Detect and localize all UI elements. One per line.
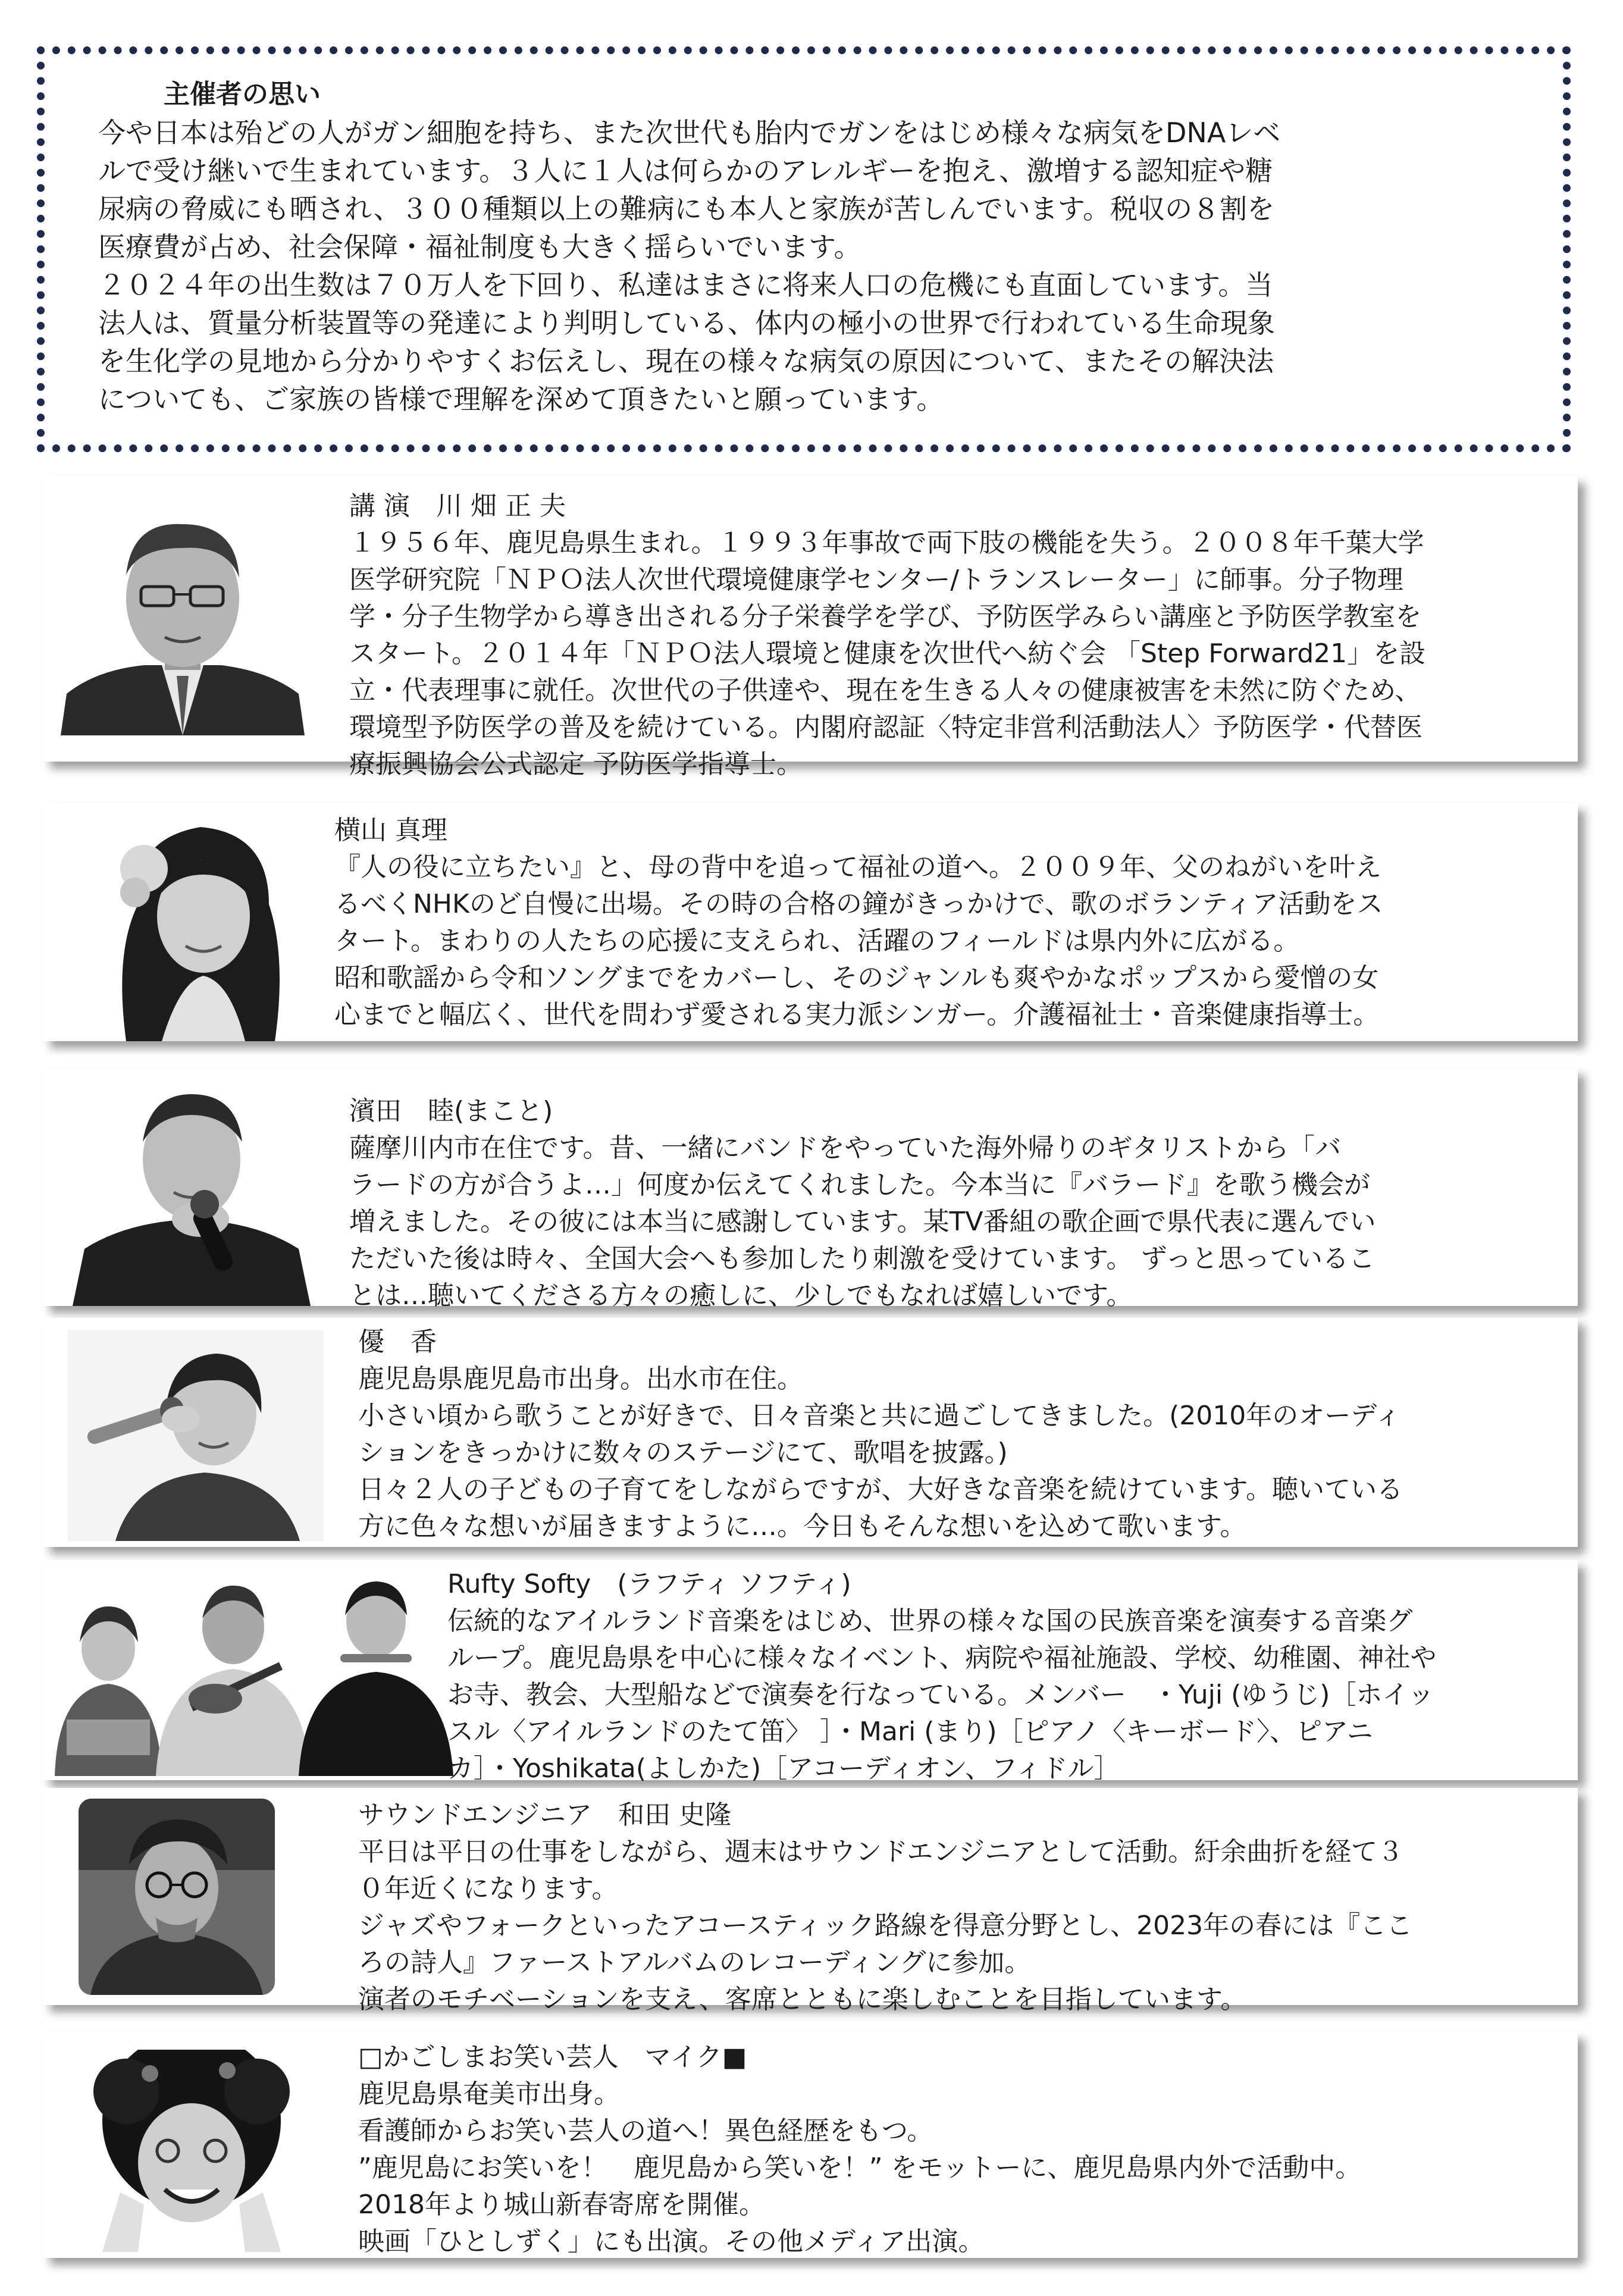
bio-line: ０年近くになります。 <box>358 1874 618 1904</box>
portrait-man-microphone-icon <box>73 1070 311 1306</box>
bio-line: 薩摩川内市在住です。昔、一緒にバンドをやっていた海外帰りのギタリストから「バ <box>349 1133 1342 1163</box>
profile-bio <box>334 812 1383 1033</box>
intro-line: 法人は、質量分析装置等の発達により判明している、体内の極小の世界で行われている生命現象 <box>98 307 1275 339</box>
bio-line: ジャズやフォークといったアコースティック路線を得意分野とし、2023年の春には『ここ <box>358 1910 1413 1941</box>
profile-name: 優 香 <box>358 1327 437 1357</box>
intro-line: を生化学の見地から分かりやすくお伝えし、現在の様々な病気の原因について、またその解決法 <box>98 345 1274 377</box>
intro-line: ２０２４年の出生数は７０万人を下回り、私達はまさに将来人口の危機にも直面しています。当 <box>98 269 1273 301</box>
profile-bio <box>349 488 1425 783</box>
singer-photo <box>73 1070 311 1306</box>
bio-line: 小さい頃から歌うことが好きで、日々音楽と共に過ごしてきました。(2010年のオーディ <box>358 1401 1401 1431</box>
portrait-woman-microphone-icon <box>68 1330 324 1541</box>
intro-line: についても、ご家族の皆様で理解を深めて頂きたいと願っています。 <box>98 383 944 415</box>
portrait-woman-curly-hair-icon <box>90 803 311 1041</box>
bio-line: １９５６年、鹿児島県生まれ。１９９３年事故で両下肢の機能を失う。２００８年千葉大学 <box>349 528 1424 558</box>
bio-line: 看護師からお笑い芸人の道へ！異色経歴をもつ。 <box>358 2116 933 2146</box>
bio-line: 2018年より城山新春寄席を開催。 <box>358 2189 765 2220</box>
bio-line: 方に色々な想いが届きますように…。今日もそんな想いを込めて歌います。 <box>358 1511 1246 1542</box>
organizer-message-title: 主催者の思い <box>164 79 321 109</box>
bio-line: 医学研究院「ＮＰＯ法人次世代環境健康学センター/トランスレーター」に師事。分子物理 <box>349 565 1403 595</box>
intro-line: ルで受け継いで生まれています。３人に１人は何らかのアレルギーを抱え、激増する認知症や糖 <box>98 155 1273 187</box>
comedian-photo <box>79 2050 305 2252</box>
intro-line: 今や日本は殆どの人がガン細胞を持ち、また次世代も胎内でガンをはじめ様々な病気をDNAレベ <box>98 117 1281 149</box>
profile-name: 横山 真理 <box>334 815 447 845</box>
profile-card-mike <box>43 2032 1578 2258</box>
engineer-photo <box>79 1799 275 1995</box>
bio-line: 演者のモチベーションを支え、客席とともに楽しむことを目指しています。 <box>358 1984 1247 2015</box>
bio-line: るべくNHKのど自慢に出場。その時の合格の鐘がきっかけで、歌のボランティア活動をス <box>334 889 1383 919</box>
bio-line: 心までと幅広く、世代を問わず愛される実力派シンガー。介護福祉士・音楽健康指導士。 <box>334 1000 1380 1030</box>
bio-line: 立・代表理事に就任。次世代の子供達や、現在を生きる人々の健康被害を未然に防ぐため、 <box>349 675 1421 706</box>
speaker-photo <box>61 497 305 735</box>
band-photo <box>43 1571 459 1776</box>
bio-line: とは…聴いてくださる方々の癒しに、少しでもなれば嬉しいです。 <box>349 1280 1133 1311</box>
profile-name: 講 演 川 畑 正 夫 <box>349 491 566 521</box>
bio-line: ”鹿児島にお笑いを！ 鹿児島から笑いを！” をモットーに、鹿児島県内外で活動中。 <box>358 2153 1362 2183</box>
singer-photo <box>90 803 311 1041</box>
bio-line: スタート。２０１４年「ＮＰＯ法人環境と健康を次世代へ紡ぐ会 「Step Forward21」を設 <box>349 638 1426 669</box>
bio-line: 『人の役に立ちたい』と、母の背中を追って福祉の道へ。２００９年、父のねがいを叶え <box>334 852 1381 882</box>
organizer-message-box <box>37 46 1571 452</box>
bio-line: ループ。鹿児島県を中心に様々なイベント、病院や福祉施設、学校、幼稚園、神社や <box>447 1643 1437 1673</box>
profile-bio <box>349 1093 1376 1314</box>
bio-line: 昭和歌謡から令和ソングまでをカバーし、そのジャンルも爽やかなポップスから愛憎の女 <box>334 963 1379 993</box>
profile-card-yokoyama <box>43 803 1578 1041</box>
profile-bio <box>358 1797 1412 2018</box>
profile-card-kawabata <box>43 476 1578 779</box>
bio-line: 療振興協会公式認定 予防医学指導士。 <box>349 749 803 779</box>
intro-line: 医療費が占め、社会保障・福祉制度も大きく揺らいでいます。 <box>98 231 861 263</box>
profile-name: □かごしまお笑い芸人 マイク■ <box>358 2042 747 2072</box>
profile-card-hamada <box>43 1068 1578 1311</box>
profile-card-wada <box>43 1788 1578 2015</box>
bio-line: 鹿児島県鹿児島市出身。出水市在住。 <box>358 1364 803 1394</box>
bio-line: カ］・Yoshikata(よしかた)［アコーディオン、フィドル］ <box>447 1753 1120 1784</box>
bio-line: タート。まわりの人たちの応援に支えられ、活躍のフィールドは県内外に広がる。 <box>334 926 1300 956</box>
bio-line: お寺、教会、大型船などで演奏を行なっている。メンバー ・Yuji (ゆうじ)［ホイッ <box>447 1680 1434 1710</box>
profile-bio <box>358 1324 1403 1545</box>
portrait-man-glasses-icon <box>61 497 305 735</box>
bio-line: ラードの方が合うよ…」何度か伝えてくれました。今本当に『バラード』を歌う機会が <box>349 1170 1370 1200</box>
profile-bio <box>447 1566 1436 1787</box>
organizer-message-text <box>98 114 1515 418</box>
bio-line: 平日は平日の仕事をしながら、週末はサウンドエンジニアとして活動。紆余曲折を経て３ <box>358 1837 1404 1867</box>
profile-name: Rufty Softy (ラフティ ソフティ) <box>447 1569 851 1599</box>
bio-line: 日々２人の子どもの子育てをしながらですが、大好きな音楽を続けています。聴いている <box>358 1474 1403 1505</box>
profile-card-yuka <box>43 1318 1578 1547</box>
bio-line: 鹿児島県奄美市出身。 <box>358 2079 620 2109</box>
bio-line: 学・分子生物学から導き出される分子栄養学を学び、予防医学みらい講座と予防医学教室を <box>349 602 1422 632</box>
portrait-man-glasses-hat-icon <box>79 1799 275 1995</box>
bio-line: ただいた後は時々、全国大会へも参加したり刺激を受けています。 ずっと思っているこ <box>349 1243 1375 1274</box>
bio-line: 映画「ひとしずく」にも出演。その他メディア出演。 <box>358 2226 985 2257</box>
intro-line: 尿病の脅威にも晒され、３００種類以上の難病にも本人と家族が苦しんでいます。税収の８割を <box>98 193 1275 225</box>
bio-line: 伝統的なアイルランド音楽をはじめ、世界の様々な国の民族音楽を演奏する音楽グ <box>447 1606 1413 1636</box>
bio-line: ろの詩人』ファーストアルバムのレコーディングに参加。 <box>358 1947 1031 1978</box>
portrait-comedian-afro-icon <box>79 2050 305 2252</box>
bio-line: 増えました。その彼には本当に感謝しています。某TV番組の歌企画で県代表に選んでい <box>349 1207 1376 1237</box>
bio-line: 環境型予防医学の普及を続けている。内閣府認証〈特定非営利活動法人〉予防医学・代替医 <box>349 712 1423 743</box>
profile-card-rufty-softy <box>43 1560 1578 1784</box>
profile-name: サウンドエンジニア 和田 史隆 <box>358 1800 732 1830</box>
profile-name: 濱田 睦(まこと) <box>349 1096 553 1126</box>
singer-photo <box>68 1330 324 1541</box>
band-group-photo-icon <box>43 1571 459 1776</box>
bio-line: ションをきっかけに数々のステージにて、歌唱を披露。) <box>358 1437 1008 1468</box>
bio-line: スル〈アイルランドのたて笛〉 ］・Mari (まり)［ピアノ〈キーボード〉、ピアニ <box>447 1716 1373 1747</box>
profile-bio <box>358 2039 1361 2260</box>
